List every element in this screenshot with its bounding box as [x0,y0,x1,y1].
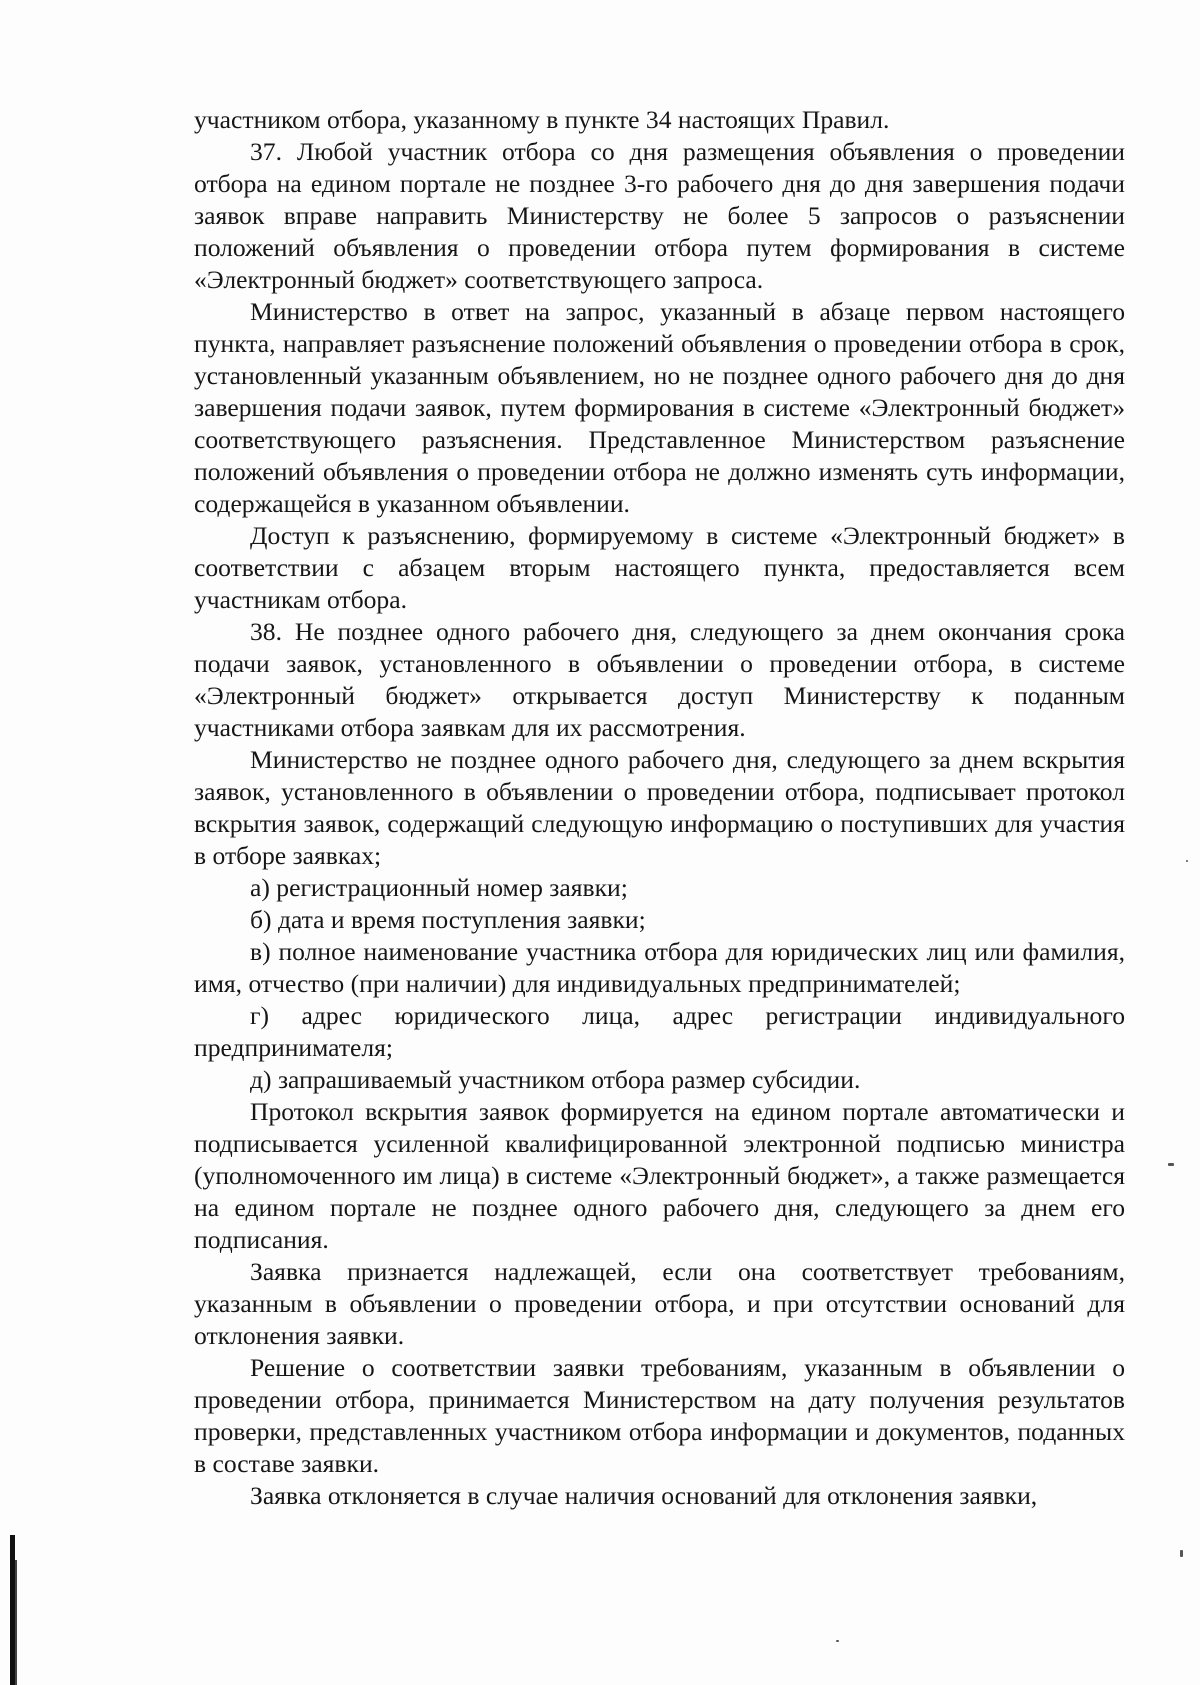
scan-edge-shadow [15,1560,17,1685]
list-item-b: б) дата и время поступления заявки; [250,905,646,934]
paragraph-item-37: 37. Любой участник отбора со дня размещения объявления о проведении отбора на едином портале не позднее 3-го рабочего дня до дня завершения подачи заявок вправе направить Министерству не более 5 запросов о разъяснении положений объявления о проведении отбора путем формирования в системе «Электронный бюджет» соответствующего запроса. [194,137,1125,294]
scan-speck [836,1640,839,1642]
paragraph: Решение о соответствии заявки требованиям, указанным в объявлении о проведении отбора, принимается Министерством на дату получения результатов проверки, представленных участником отбора информации и документов, поданных в составе заявки. [194,1353,1125,1478]
list-item-g: г) адрес юридического лица, адрес регистрации индивидуального предпринимателя; [194,1001,1125,1062]
scan-speck [1180,1550,1183,1557]
paragraph-cut-off: Заявка отклоняется в случае наличия оснований для отклонения заявки, [250,1481,1038,1510]
paragraph: Министерство в ответ на запрос, указанный в абзаце первом настоящего пункта, направляет разъяснение положений объявления о проведении отбора в срок, установленный указанным объявлением, но не позднее одного рабочего дня до дня завершения подачи заявок, путем формирования в системе «Электронный бюджет» соответствующего разъяснения. Представленное Министерством разъяснение положений объявления о проведении отбора не должно изменять суть информации, содержащейся в указанном объявлении. [194,297,1125,518]
paragraph: Протокол вскрытия заявок формируется на едином портале автоматически и подписывается усиленной квалифицированной электронной подписью министра (уполномоченного им лица) в системе «Электронный бюджет», а также размещается на едином портале не позднее одного рабочего дня, следующего за днем его подписания. [194,1097,1125,1254]
scan-speck [1186,860,1188,862]
list-item-a: а) регистрационный номер заявки; [250,873,628,902]
paragraph: Заявка признается надлежащей, если она соответствует требованиям, указанным в объявлении о проведении отбора, и при отсутствии оснований для отклонения заявки. [194,1257,1125,1350]
paragraph: Доступ к разъяснению, формируемому в системе «Электронный бюджет» в соответствии с абзацем вторым настоящего пункта, предоставляется всем участникам отбора. [194,521,1125,614]
document-body [194,104,1125,1512]
list-item-v: в) полное наименование участника отбора для юридических лиц или фамилия, имя, отчество (при наличии) для индивидуальных предпринимателей; [194,937,1125,998]
list-item-d: д) запрашиваемый участником отбора размер субсидии. [250,1065,861,1094]
scan-speck [1168,1163,1174,1166]
paragraph-continuation: участником отбора, указанному в пункте 34 настоящих Правил. [194,105,890,134]
paragraph: Министерство не позднее одного рабочего дня, следующего за днем вскрытия заявок, установленного в объявлении о проведении отбора, подписывает протокол вскрытия заявок, содержащий следующую информацию о поступивших для участия в отборе заявках; [194,745,1125,870]
paragraph-item-38: 38. Не позднее одного рабочего дня, следующего за днем окончания срока подачи заявок, установленного в объявлении о проведении отбора, в системе «Электронный бюджет» открывается доступ Министерству к поданным участниками отбора заявкам для их рассмотрения. [194,617,1125,742]
